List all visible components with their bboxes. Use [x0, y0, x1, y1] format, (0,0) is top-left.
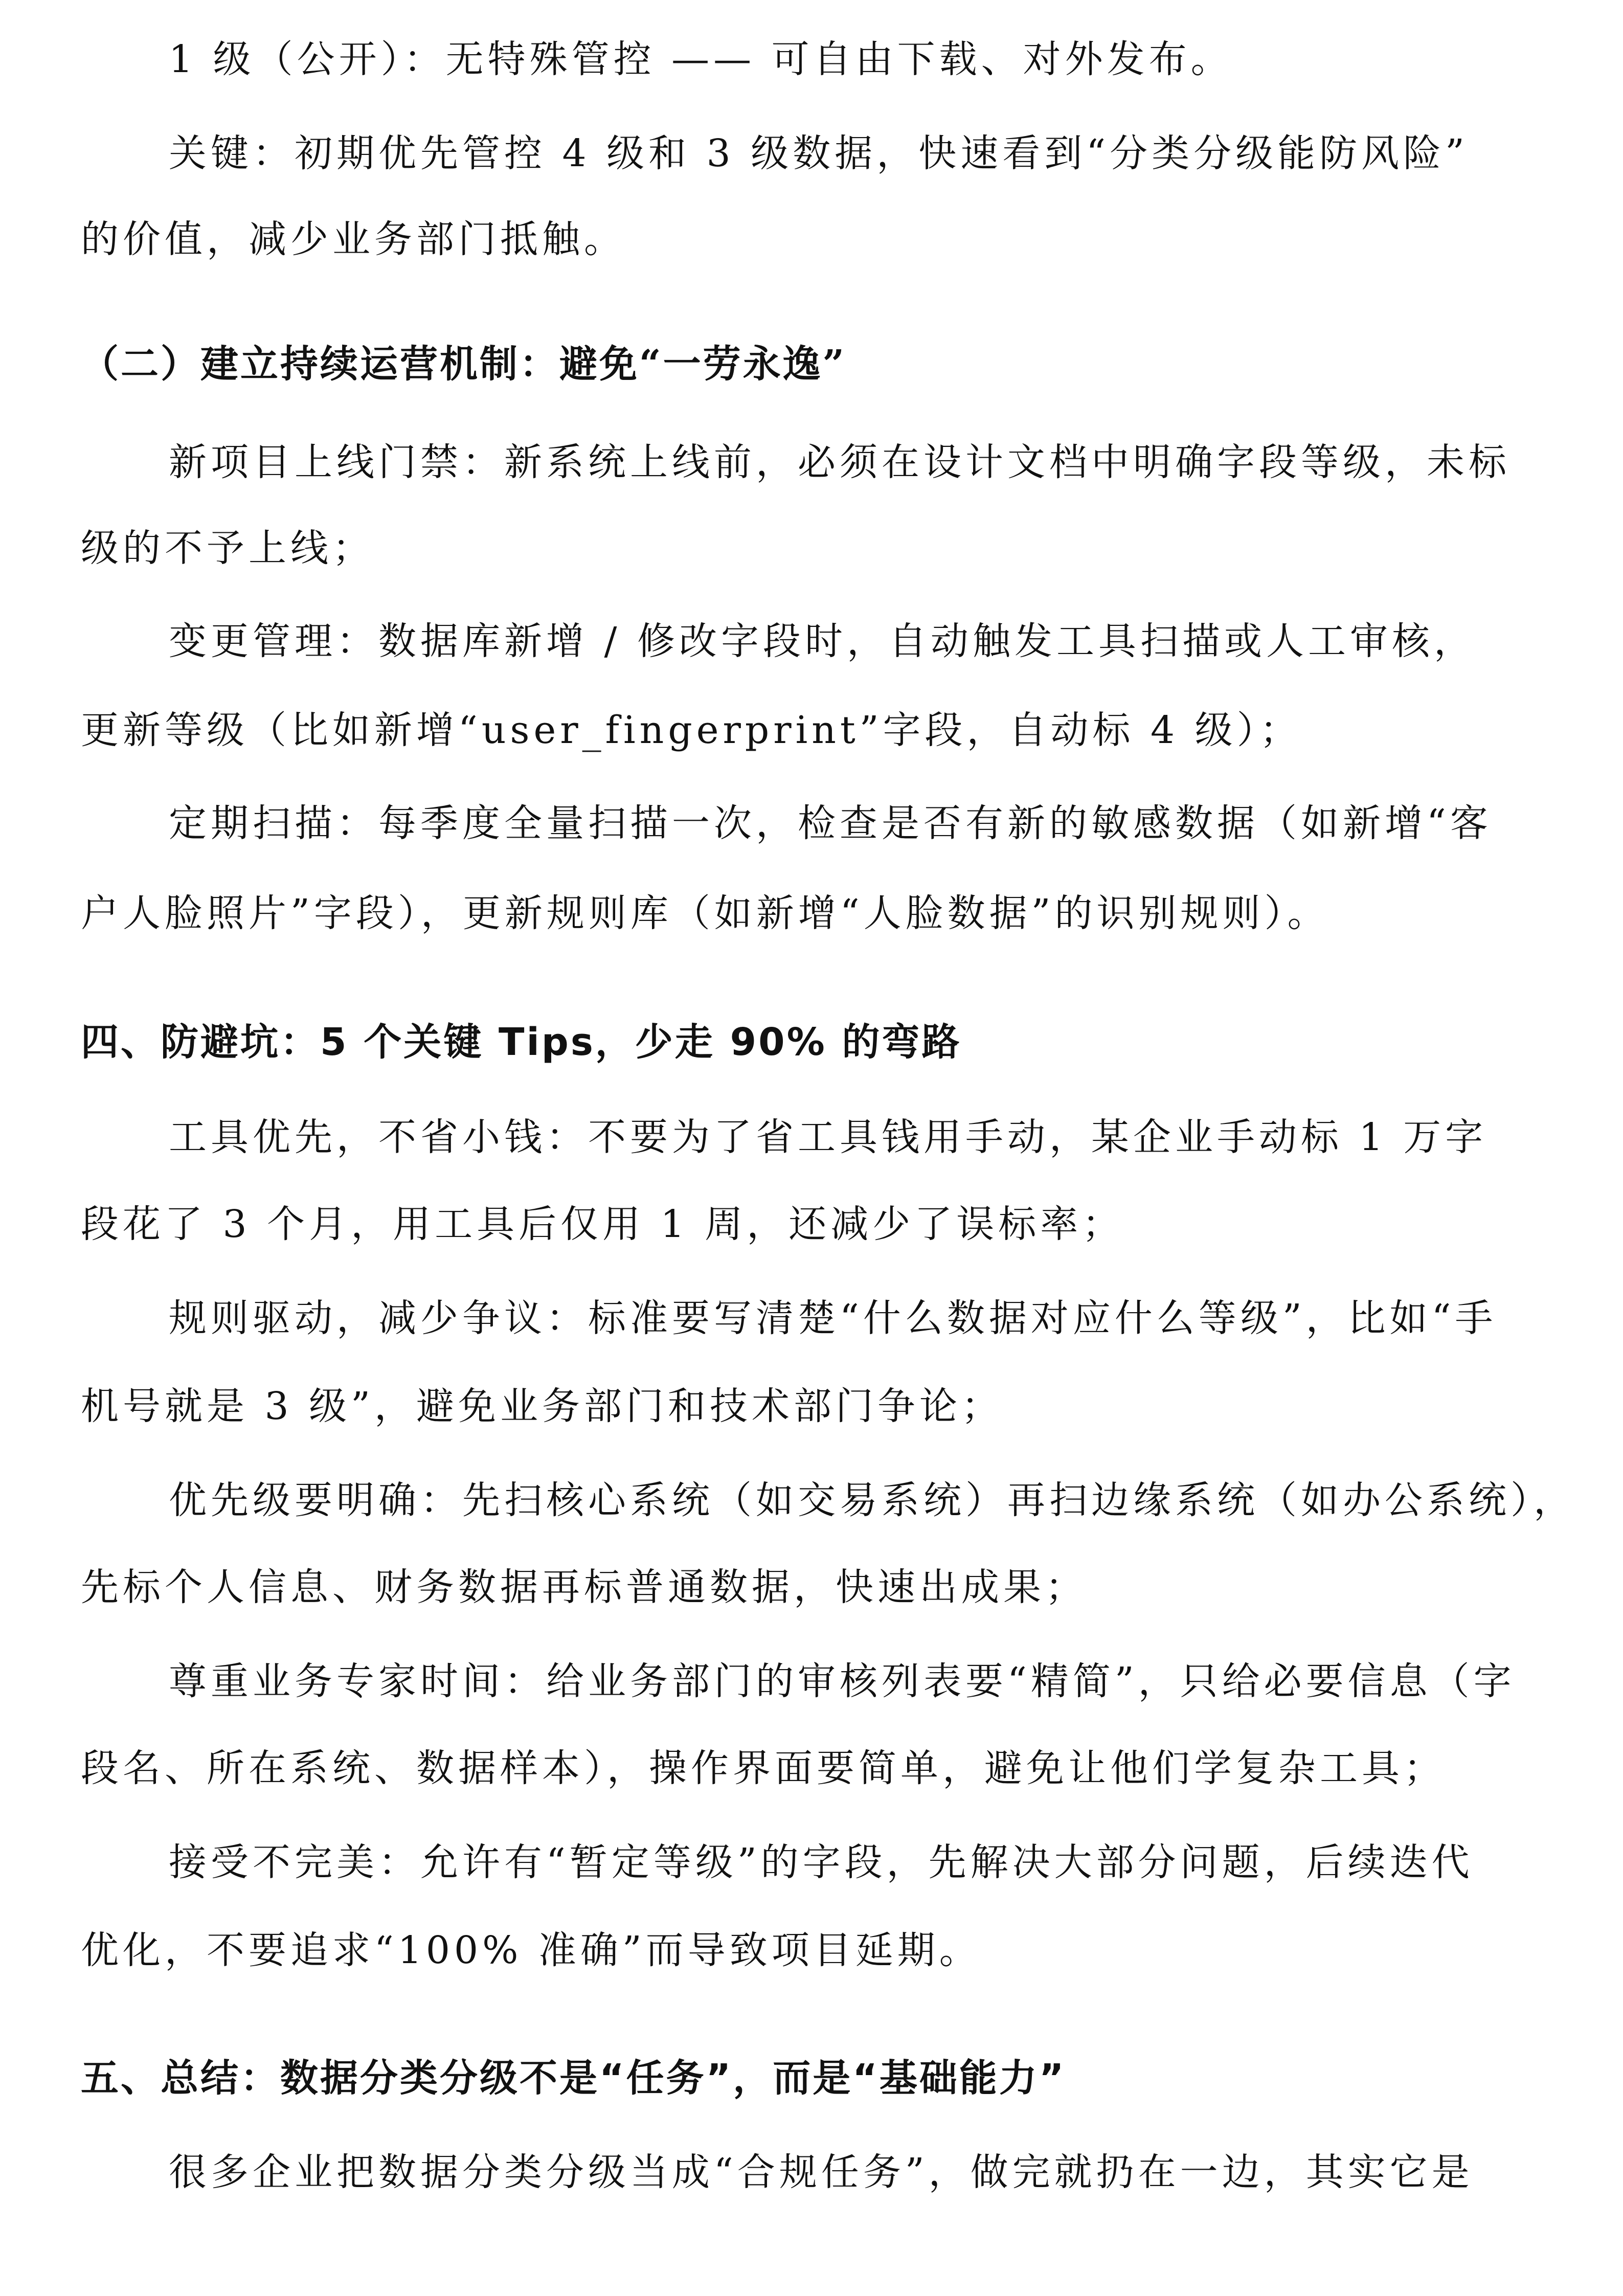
paragraph-periodic-scan-cont: 户人脸照片”字段），更新规则库（如新增“人脸数据”的识别规则）。: [81, 891, 1329, 935]
subheading-continuous-operation: （二）建立持续运营机制：避免“一劳永逸”: [81, 342, 847, 386]
paragraph-summary: 很多企业把数据分类分级当成“合规任务”，做完就扔在一边，其实它是: [169, 2150, 1474, 2194]
paragraph-tip-tools-first: 工具优先，不省小钱：不要为了省工具钱用手动，某企业手动标 1 万字: [169, 1115, 1487, 1159]
paragraph-tip-respect-experts-cont: 段名、所在系统、数据样本），操作界面要简单，避免让他们学复杂工具；: [81, 1746, 1446, 1790]
paragraph-tip-rule-driven: 规则驱动，减少争议：标准要写清楚“什么数据对应什么等级”，比如“手: [169, 1296, 1497, 1340]
paragraph-tip-priority-cont: 先标个人信息、财务数据再标普通数据，快速出成果；: [81, 1565, 1087, 1609]
paragraph-tip-rule-driven-cont: 机号就是 3 级”，避免业务部门和技术部门争论；: [81, 1384, 1003, 1428]
paragraph-key-point-cont: 的价值，减少业务部门抵触。: [81, 217, 626, 261]
paragraph-periodic-scan: 定期扫描：每季度全量扫描一次，检查是否有新的敏感数据（如新增“客: [169, 801, 1492, 845]
paragraph-tip-accept-imperfect-cont: 优化，不要追求“100% 准确”而导致项目延期。: [81, 1928, 981, 1972]
paragraph-change-management: 变更管理：数据库新增 / 修改字段时，自动触发工具扫描或人工审核，: [169, 619, 1476, 663]
heading-section-5: 五、总结：数据分类分级不是“任务”，而是“基础能力”: [81, 2056, 1066, 2100]
paragraph-tip-respect-experts: 尊重业务专家时间：给业务部门的审核列表要“精简”，只给必要信息（字: [169, 1659, 1516, 1703]
paragraph-change-management-cont: 更新等级（比如新增“user_fingerprint”字段，自动标 4 级）；: [81, 708, 1302, 752]
heading-section-4: 四、防避坑：5 个关键 Tips，少走 90% 的弯路: [81, 1020, 962, 1064]
paragraph-tip-priority: 优先级要明确：先扫核心系统（如交易系统）再扫边缘系统（如办公系统），: [169, 1478, 1575, 1522]
paragraph-tip-tools-first-cont: 段花了 3 个月，用工具后仅用 1 周，还减少了误标率；: [81, 1202, 1124, 1246]
paragraph-key-point: 关键：初期优先管控 4 级和 3 级数据，快速看到“分类分级能防风险”: [169, 131, 1469, 175]
paragraph-level-1: 1 级（公开）：无特殊管控 —— 可自由下载、对外发布。: [169, 37, 1233, 81]
paragraph-new-project-gate-cont: 级的不予上线；: [81, 526, 374, 570]
paragraph-tip-accept-imperfect: 接受不完美：允许有“暂定等级”的字段，先解决大部分问题，后续迭代: [169, 1840, 1474, 1884]
paragraph-new-project-gate: 新项目上线门禁：新系统上线前，必须在设计文档中明确字段等级，未标: [169, 440, 1511, 484]
